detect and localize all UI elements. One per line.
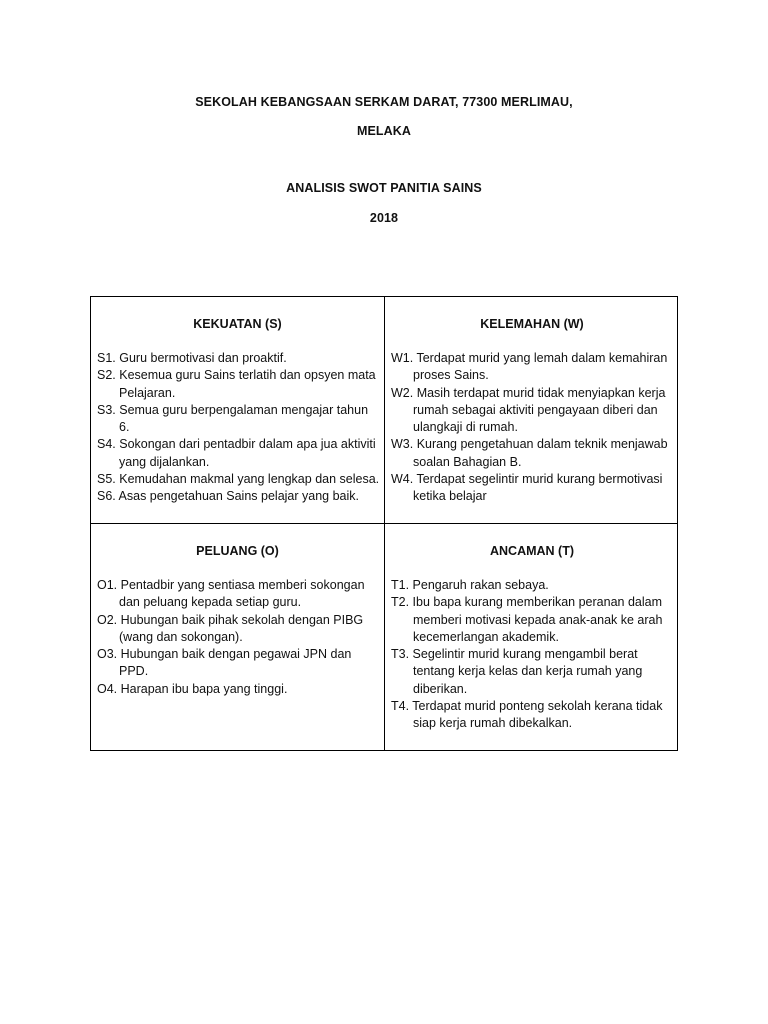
strength-item: S1. Guru bermotivasi dan proaktif.: [97, 351, 287, 365]
swot-table: [90, 296, 678, 751]
opportunities-cell: [91, 524, 384, 750]
strengths-list: [97, 350, 380, 506]
strengths-title: KEKUATAN (S): [193, 317, 282, 331]
weakness-item: W4. Terdapat segelintir murid kurang bermotivasi ketika belajar: [391, 472, 663, 504]
weakness-item: W3. Kurang pengetahuan dalam teknik menjawab soalan Bahagian B.: [391, 437, 668, 469]
weakness-item: W2. Masih terdapat murid tidak menyiapkan kerja rumah sebagai aktiviti pengayaan diberi dan ulangkaji di rumah.: [391, 385, 666, 435]
opportunities-title: PELUANG (O): [196, 544, 279, 558]
threats-title: ANCAMAN (T): [489, 544, 574, 558]
weakness-item: W1. Terdapat murid yang lemah dalam kemahiran proses Sains.: [391, 351, 668, 383]
opportunity-item: O4. Harapan ibu bapa yang tinggi.: [97, 681, 288, 696]
opportunity-item: O3. Hubungan baik dengan pegawai JPN dan PPD.: [97, 647, 352, 679]
weaknesses-title: KELEMAHAN (W): [480, 317, 584, 331]
opportunities-list: [97, 577, 380, 698]
strengths-cell: [91, 297, 384, 523]
strength-item: S6. Asas pengetahuan Sains pelajar yang baik.: [97, 489, 359, 504]
threats-cell: [385, 524, 679, 750]
threat-item: T4. Terdapat murid ponteng sekolah kerana tidak siap kerja rumah dibekalkan.: [391, 699, 663, 731]
opportunity-item: O2. Hubungan baik pihak sekolah dengan PIBG (wang dan sokongan).: [97, 612, 364, 644]
strength-item: S5. Kemudahan makmal yang lengkap dan selesa.: [97, 472, 380, 487]
threat-item: T2. Ibu bapa kurang memberikan peranan dalam memberi motivasi kepada anak-anak ke arah kecemerlangan akademik.: [391, 595, 663, 644]
strength-item: S3. Semua guru berpengalaman mengajar tahun 6.: [97, 402, 369, 435]
threat-item: T1. Pengaruh rakan sebaya.: [391, 578, 549, 592]
opportunity-item: O1. Pentadbir yang sentiasa memberi sokongan dan peluang kepada setiap guru.: [97, 578, 365, 610]
document-title: ANALISIS SWOT PANITIA SAINS: [286, 181, 482, 195]
threats-list: [391, 577, 675, 733]
strength-item: S4. Sokongan dari pentadbir dalam apa jua aktiviti yang dijalankan.: [97, 437, 376, 469]
document-year: 2018: [369, 211, 399, 225]
weaknesses-cell: [385, 297, 679, 523]
school-state-line: MELAKA: [356, 124, 412, 138]
school-name-line: SEKOLAH KEBANGSAAN SERKAM DARAT, 77300 MERLIMAU,: [195, 95, 573, 109]
strength-item: S2. Kesemua guru Sains terlatih dan opsyen mata Pelajaran.: [97, 368, 376, 400]
threat-item: T3. Segelintir murid kurang mengambil berat tentang kerja kelas dan kerja rumah yang diberikan.: [391, 647, 643, 696]
weaknesses-list: [391, 350, 675, 506]
